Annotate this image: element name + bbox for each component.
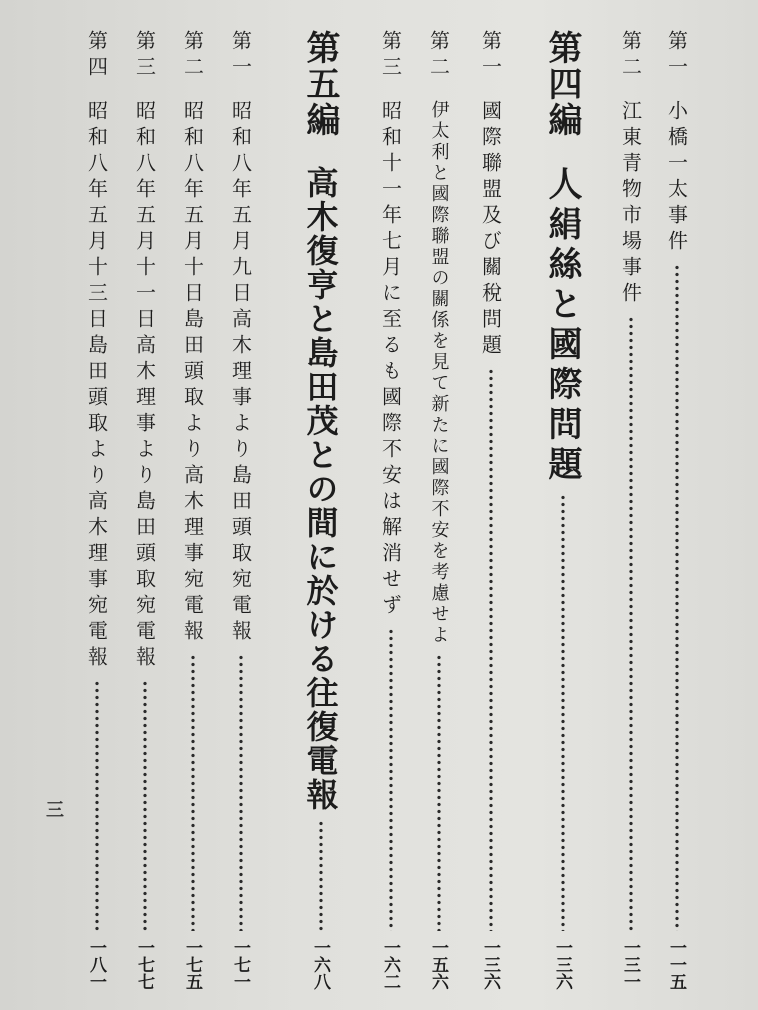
entry-number: 第四	[84, 30, 109, 82]
entry-page: 一六二	[380, 939, 400, 990]
entry-page: 一五六	[428, 939, 448, 990]
entry-title: 小橋一太事件	[664, 100, 689, 256]
entry-number: 第三	[132, 30, 157, 82]
toc-entry	[478, 30, 503, 990]
dot-leader	[488, 368, 494, 931]
folio-page-number: 三	[43, 800, 64, 818]
entry-page: 一八一	[86, 939, 106, 990]
entry-page: 一一五	[666, 939, 686, 990]
entry-title: 昭和八年五月九日高木理事より島田頭取宛電報	[228, 100, 253, 646]
toc-entry	[618, 30, 643, 990]
toc-entry	[426, 30, 451, 990]
dot-leader	[238, 654, 244, 931]
entry-title: 昭和十一年七月に至るも國際不安は解消せず	[378, 100, 403, 620]
toc-part-heading	[296, 30, 345, 990]
entry-page: 一三一	[620, 939, 640, 990]
entry-title: 昭和八年五月十三日島田頭取より高木理事宛電報	[84, 100, 109, 672]
dot-leader	[436, 654, 442, 931]
dot-leader	[190, 654, 196, 931]
dot-leader	[628, 316, 634, 931]
entry-title: 伊太利と國際聯盟の關係を見て新たに國際不安を考慮せよ	[428, 100, 450, 646]
entry-title: 江東青物市場事件	[618, 100, 643, 308]
toc-entry	[132, 30, 157, 990]
entry-number: 第二	[618, 30, 643, 82]
entry-number: 第一	[228, 30, 253, 82]
dot-leader	[674, 264, 680, 931]
dot-leader	[142, 680, 148, 931]
toc-entry	[378, 30, 403, 990]
entry-title: 昭和八年五月十一日高木理事より島田頭取宛電報	[132, 100, 157, 672]
entry-page: 一七七	[134, 939, 154, 990]
dot-leader	[560, 494, 566, 931]
entry-number: 第三	[378, 30, 403, 82]
entry-title: 國際聯盟及び關稅問題	[478, 100, 503, 360]
part-number: 第四編	[542, 30, 582, 138]
toc-entry	[84, 30, 109, 990]
toc-entry	[664, 30, 689, 990]
part-title: 高木復亨と島田茂との間に於ける往復電報	[301, 166, 340, 812]
entry-number: 第一	[664, 30, 689, 82]
entry-page: 一七五	[182, 939, 202, 990]
dot-leader	[388, 628, 394, 931]
entry-page: 一三六	[480, 939, 500, 990]
entry-title: 昭和八年五月十日島田頭取より高木理事宛電報	[180, 100, 205, 646]
toc-entry	[228, 30, 253, 990]
entry-number: 第二	[426, 30, 451, 82]
part-page: 一三六	[552, 939, 572, 990]
dot-leader	[94, 680, 100, 931]
part-page: 一六八	[310, 939, 330, 990]
dot-leader	[318, 820, 324, 931]
entry-page: 一七一	[230, 939, 250, 990]
part-number: 第五編	[300, 30, 340, 138]
entry-number: 第一	[478, 30, 503, 82]
toc-entry	[180, 30, 205, 990]
part-title: 人絹絲と國際問題	[542, 166, 582, 486]
toc-part-heading	[538, 30, 587, 990]
entry-number: 第二	[180, 30, 205, 82]
